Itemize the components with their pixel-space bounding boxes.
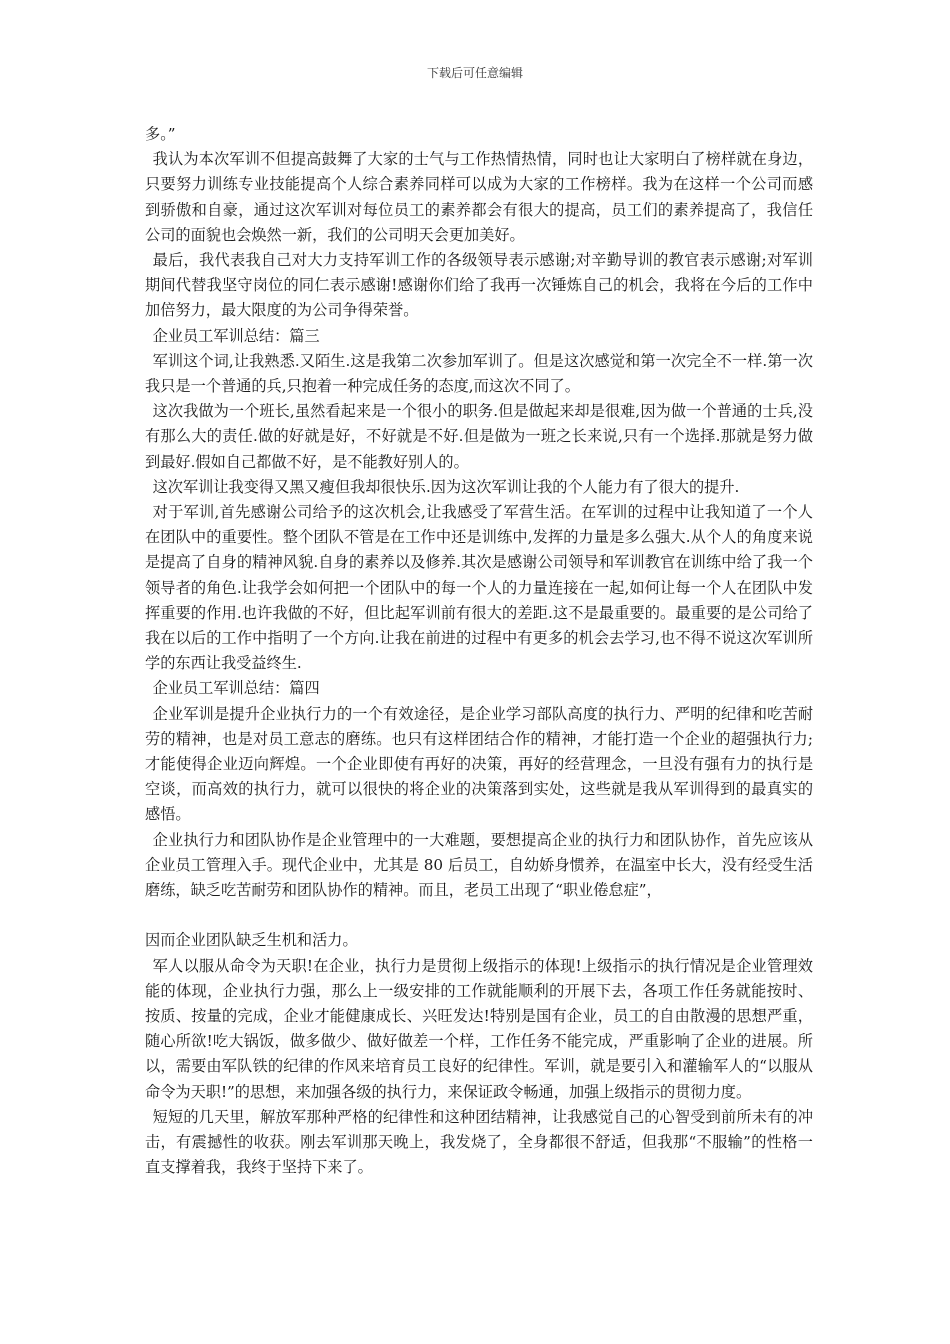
paragraph: 短短的几天里，解放军那种严格的纪律性和这种团结精神，让我感觉自己的心智受到前所未有的冲击，有震撼性的收获。刚去军训那天晚上，我发烧了，全身都很不舒适，但我那“不服输”的性格一直支撑着我，我终于坚持下来了。 xyxy=(145,1107,813,1177)
page-header: 下载后可任意编辑 xyxy=(426,66,523,80)
section-heading: 企业员工军训总结：篇四 xyxy=(152,679,320,698)
section-heading: 企业员工军训总结：篇三 xyxy=(152,326,320,345)
document-body xyxy=(145,122,813,1180)
paragraph-gap xyxy=(145,903,813,928)
paragraph: 军人以服从命令为天职!在企业，执行力是贯彻上级指示的体现!上级指示的执行情况是企业管理效能的体现，企业执行力强，那么上一级安排的工作就能顺利的开展下去，各项工作任务就能按时、按质、按量的完成，企业才能健康成长、兴旺发达!特别是国有企业，员工的自由散漫的思想严重，随心所欲!吃大锅饭，做多做少、做好做差一个样，工作任务不能完成，严重影响了企业的进展。所以，需要由军队铁的纪律的作风来培育员工良好的纪律性。军训，就是要引入和灌输军人的“以服从命令为天职!”的思想，来加强各级的执行力，来保证政令畅通，加强上级指示的贯彻力度。 xyxy=(145,956,813,1101)
paragraph: 军训这个词,让我熟悉.又陌生.这是我第二次参加军训了。但是这次感觉和第一次完全不一样.第一次我只是一个普通的兵,只抱着一种完成任务的态度,而这次不同了。 xyxy=(145,351,813,396)
paragraph: 因而企业团队缺乏生机和活力。 xyxy=(145,931,358,950)
paragraph: 这次我做为一个班长,虽然看起来是一个很小的职务.但是做起来却是很难,因为做一个普通的士兵,没有那么大的责任.做的好就是好，不好就是不好.但是做为一班之长来说,只有一个选择.那就是努力做到最好.假如自己都做不好，是不能教好别人的。 xyxy=(145,402,813,471)
paragraph: 最后，我代表我自己对大力支持军训工作的各级领导表示感谢;对辛勤导训的教官表示感谢;对军训期间代替我坚守岗位的同仁表示感谢!感谢你们给了我再一次锤炼自己的机会，我将在今后的工作中加倍努力，最大限度的为公司争得荣誉。 xyxy=(145,251,813,320)
paragraph: 我认为本次军训不但提高鼓舞了大家的士气与工作热情热情，同时也让大家明白了榜样就在身边，只要努力训练专业技能提高个人综合素养同样可以成为大家的工作榜样。我为在这样一个公司而感到骄傲和自豪，通过这次军训对每位员工的素养都会有很大的提高，员工们的素养提高了，我信任公司的面貌也会焕然一新，我们的公司明天会更加美好。 xyxy=(145,150,813,244)
paragraph: 对于军训,首先感谢公司给予的这次机会,让我感受了军营生活。在军训的过程中让我知道了一个人在团队中的重要性。整个团队不管是在工作中还是训练中,发挥的力量是多么强大.从个人的角度来说是提高了自身的精神风貌.自身的素养以及修养.其次是感谢公司领导和军训教官在训练中给了我一个领导者的角色.让我学会如何把一个团队中的每一个人的力量连接在一起,如何让每一个人在团队中发挥重要的作用.也许我做的不好，但比起军训前有很大的差距.这不是最重要的。最重要的是公司给了我在以后的工作中指明了一个方向.让我在前进的过程中有更多的机会去学习,也不得不说这次军训所学的东西让我受益终生. xyxy=(145,503,813,673)
paragraph: 企业执行力和团队协作是企业管理中的一大难题，要想提高企业的执行力和团队协作，首先应该从企业员工管理入手。现代企业中，尤其是 80 后员工，自幼娇身惯养，在温室中长大，没有经受生活磨练，缺乏吃苦耐劳和团队协作的精神。而且，老员工出现了“职业倦怠症”， xyxy=(145,830,813,900)
paragraph: 多。” xyxy=(145,125,176,143)
paragraph: 企业军训是提升企业执行力的一个有效途径，是企业学习部队高度的执行力、严明的纪律和吃苦耐劳的精神，也是对员工意志的磨练。也只有这样团结合作的精神，才能打造一个企业的超强执行力;才能使得企业迈向辉煌。一个企业即使有再好的决策，再好的经营理念，一旦没有强有力的执行是空谈，而高效的执行力，就可以很快的将企业的决策落到实处，这些就是我从军训得到的最真实的感悟。 xyxy=(145,704,813,824)
paragraph: 这次军训让我变得又黑又瘦但我却很快乐.因为这次军训让我的个人能力有了很大的提升. xyxy=(152,477,740,496)
